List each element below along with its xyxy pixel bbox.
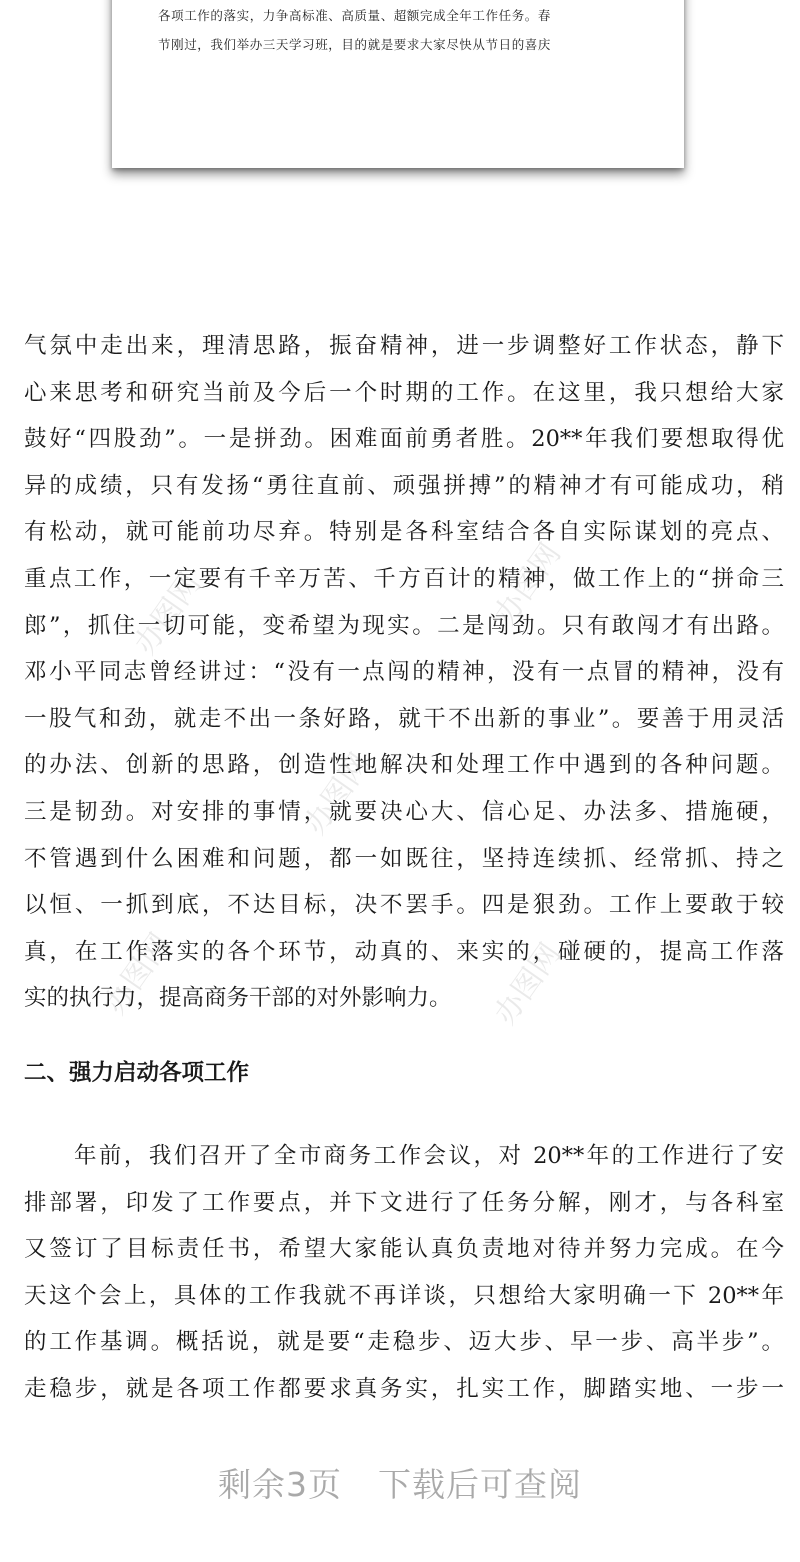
- text-line: 真，在工作落实的各个环节，动真的、来实的，碰硬的，提高工作落: [24, 938, 784, 965]
- watermark: 办图网: [487, 537, 569, 631]
- download-to-view-label[interactable]: 下载后可查阅: [378, 1465, 582, 1504]
- preview-page-card: [112, 0, 684, 168]
- text-line: 走稳步，就是各项工作都要求真务实，扎实工作，脚踏实地、一步一: [24, 1375, 784, 1402]
- text-line: 鼓好“四股劲”。一是拼劲。困难面前勇者胜。20**年我们要想取得优: [24, 426, 784, 453]
- text-line: 又签订了目标责任书，希望大家能认真负责地对待并努力完成。在今: [24, 1236, 784, 1263]
- watermark: 办图网: [127, 567, 209, 661]
- text-line: 不管遇到什么困难和问题，都一如既往，坚持连续抓、经常抓、持之: [24, 845, 784, 872]
- text-line: 邓小平同志曾经讲过：“没有一点闯的精神，没有一点冒的精神，没有: [24, 659, 784, 686]
- paragraph-2: [24, 1133, 784, 1413]
- section-heading: 二、强力启动各项工作: [24, 1060, 250, 1086]
- preview-line: 各项工作的落实，力争高标准、高质量、超额完成全年工作任务。春: [158, 8, 552, 23]
- text-line: 年前，我们召开了全市商务工作会议，对 20**年的工作进行了安: [24, 1143, 784, 1169]
- paragraph-1: [24, 323, 784, 1022]
- text-line: 异的成绩，只有发扬“勇往直前、顽强拼搏”的精神才有可能成功，稍: [24, 472, 784, 499]
- watermark: 办图网: [487, 937, 569, 1031]
- watermark: 办图网: [97, 927, 179, 1021]
- text-line: 一股气和劲，就走不出一条好路，就干不出新的事业”。要善于用灵活: [24, 705, 784, 732]
- text-line: 有松动，就可能前功尽弃。特别是各科室结合各自实际谋划的亮点、: [24, 519, 784, 546]
- text-line: 心来思考和研究当前及今后一个时期的工作。在这里，我只想给大家: [24, 379, 784, 406]
- remaining-pages-label: 剩余3页: [218, 1465, 342, 1504]
- text-line: 气氛中走出来，理清思路，振奋精神，进一步调整好工作状态，静下: [24, 333, 784, 359]
- text-line: 郎”，抓住一切可能，变希望为现实。二是闯劲。只有敢闯才有出路。: [24, 612, 784, 639]
- watermark: 办图网: [297, 747, 379, 841]
- text-line: 排部署，印发了工作要点，并下文进行了任务分解，刚才，与各科室: [24, 1189, 784, 1216]
- preview-line: 节刚过，我们举办三天学习班，目的就是要求大家尽快从节日的喜庆: [158, 37, 552, 52]
- text-line: 实的执行力，提高商务干部的对外影响力。: [24, 985, 452, 1012]
- text-line: 的办法、创新的思路，创造性地解决和处理工作中遇到的各种问题。: [24, 752, 784, 779]
- text-line: 天这个会上，具体的工作我就不再详谈，只想给大家明确一下 20**年: [24, 1282, 784, 1309]
- text-line: 的工作基调。概括说，就是要“走稳步、迈大步、早一步、高半步”。: [24, 1329, 784, 1356]
- download-prompt[interactable]: [0, 1460, 800, 1510]
- text-line: 以恒、一抓到底，不达目标，决不罢手。四是狠劲。工作上要敢于较: [24, 892, 784, 919]
- text-line: 三是韧劲。对安排的事情，就要决心大、信心足、办法多、措施硬，: [24, 798, 784, 825]
- text-line: 重点工作，一定要有千辛万苦、千方百计的精神，做工作上的“拼命三: [24, 565, 784, 592]
